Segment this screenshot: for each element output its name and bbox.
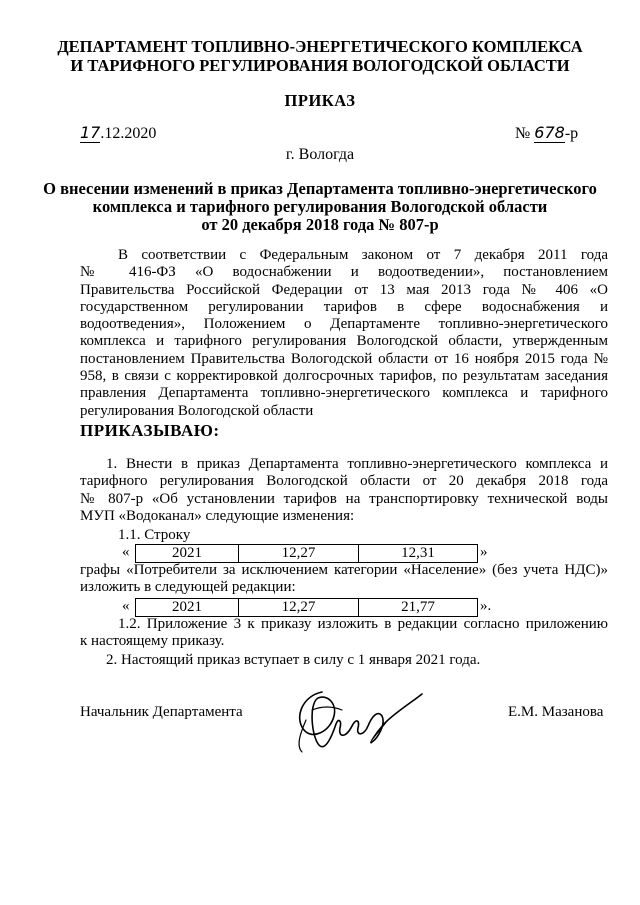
row-new-table [135,598,478,617]
item-2: 2. Настоящий приказ вступает в силу с 1 января 2021 года. [106,652,481,668]
number-handwritten: 678 [534,123,565,142]
city: г. Вологда [285,146,355,163]
row-old-close-quote: » [480,544,488,560]
order-date [80,124,156,142]
row-new-open-quote: « [122,598,130,614]
row-old-cell-year: 2021 [136,545,239,562]
handwritten-signature [282,680,432,760]
preamble-line: 958, в связи с корректировкой долгосрочных тарифов, по результатам заседания [80,368,608,385]
item-1-line: № 807-р «Об установлении тарифов на транспортировку технической воды [80,490,608,507]
row-new-close-quote: ». [480,598,492,614]
item-1-1-label: 1.1. Строку [118,527,191,543]
item-1-2-line: 1.2. Приложение 3 к приказу изложить в редакции согласно приложению [118,616,608,632]
row-new-cell-value2: 21,77 [401,599,435,615]
signature-position: Начальник Департамента [80,704,243,720]
row-new-cell-value1: 12,27 [239,599,359,616]
item-1 [80,456,608,525]
number-prefix: № [515,125,531,142]
graph-text [80,562,608,597]
graph-text-line: графы «Потребители за исключением категории «Население» (без учета НДС)» [80,562,608,578]
row-old-cell-value1: 12,27 [239,545,359,562]
number-suffix: -р [564,125,579,142]
order-word: ПРИКАЗЫВАЮ: [80,421,220,440]
date-handwritten: 17 [80,123,101,142]
title-line: комплекса и тарифного регулирования Вологодской области [92,197,548,216]
document-type: ПРИКАЗ [284,91,356,110]
item-1-line: тарифного регулирования Вологодской области от 20 декабря 2018 года [80,473,608,490]
order-number [515,124,578,142]
order-title [0,180,640,234]
preamble-line: № 416-ФЗ «О водоснабжении и водоотведении», постановлением [80,264,608,281]
preamble-line: водоотведения», Положением о Департаменте топливно-энергетического [80,316,608,333]
item-1-2-line: к настоящему приказу. [80,633,225,650]
preamble-line: В соответствии с Федеральным законом от 7 декабря 2011 года [118,247,608,263]
title-line: О внесении изменений в приказ Департамента топливно-энергетического [43,179,597,198]
preamble-line: государственном регулировании тарифов в сфере водоснабжения и [80,298,608,315]
row-new-cell-year: 2021 [136,599,239,616]
preamble-line: комплекса и тарифного регулирования Вологодской области, утвержденным [80,333,608,350]
department-name-line2: И ТАРИФНОГО РЕГУЛИРОВАНИЯ ВОЛОГОДСКОЙ ОБЛАСТИ [70,56,570,75]
item-1-2 [80,616,608,651]
row-old-cell-value2: 12,31 [401,545,435,561]
preamble-line: постановлением Правительства Вологодской области от 16 ноября 2015 года № [80,350,608,367]
signatory-name: Е.М. Мазанова [508,704,604,720]
department-name-line1: ДЕПАРТАМЕНТ ТОПЛИВНО-ЭНЕРГЕТИЧЕСКОГО КОМПЛЕКСА [57,37,583,56]
title-line: от 20 декабря 2018 года № 807-р [201,215,439,234]
graph-text-line: изложить в следующей редакции: [80,579,296,596]
preamble-line: правления Департамента топливно-энергетического комплекса и тарифного [80,385,608,402]
row-old-open-quote: « [122,544,130,560]
item-1-line: 1. Внести в приказ Департамента топливно-энергетического комплекса и [106,456,608,472]
row-old-table [135,544,478,563]
preamble [80,247,608,420]
preamble-line: регулирования Вологодской области [80,402,314,419]
preamble-line: Правительства Российской Федерации от 13 мая 2013 года № 406 «О [80,281,608,298]
item-1-line: МУП «Водоканал» следующие изменения: [80,507,355,524]
date-rest: .12.2020 [100,125,157,142]
